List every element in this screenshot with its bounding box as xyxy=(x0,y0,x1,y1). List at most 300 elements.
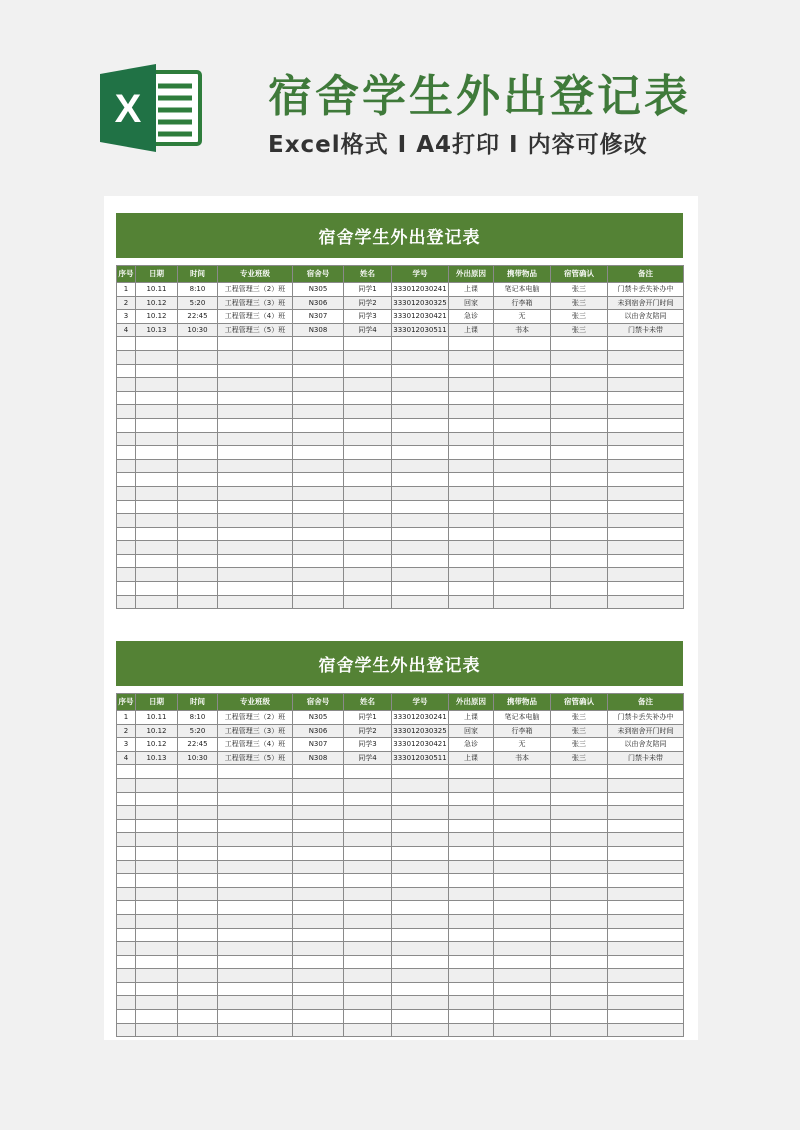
table-cell[interactable] xyxy=(449,337,494,351)
table-cell[interactable] xyxy=(136,486,178,500)
table-cell[interactable] xyxy=(392,418,449,432)
table-cell[interactable] xyxy=(392,500,449,514)
table-cell[interactable] xyxy=(178,473,218,487)
table-cell[interactable] xyxy=(293,1023,344,1037)
table-cell[interactable]: 333012030241 xyxy=(392,711,449,725)
table-cell[interactable] xyxy=(136,765,178,779)
table-cell[interactable] xyxy=(293,928,344,942)
table-cell[interactable]: 同学3 xyxy=(344,310,392,324)
table-cell[interactable]: 10.12 xyxy=(136,310,178,324)
table-cell[interactable] xyxy=(293,554,344,568)
table-cell[interactable] xyxy=(494,914,551,928)
table-cell[interactable] xyxy=(293,765,344,779)
table-cell[interactable]: 5:20 xyxy=(178,296,218,310)
table-cell[interactable]: 以由舍友陪同 xyxy=(608,310,684,324)
table-cell[interactable] xyxy=(608,418,684,432)
table-cell[interactable] xyxy=(293,364,344,378)
table-cell[interactable] xyxy=(608,792,684,806)
table-cell[interactable] xyxy=(494,459,551,473)
table-cell[interactable] xyxy=(494,996,551,1010)
table-cell[interactable] xyxy=(608,928,684,942)
table-cell[interactable] xyxy=(551,582,608,596)
table-cell[interactable] xyxy=(136,473,178,487)
table-cell[interactable] xyxy=(178,765,218,779)
table-cell[interactable]: 10.12 xyxy=(136,724,178,738)
table-cell[interactable] xyxy=(178,819,218,833)
table-cell[interactable]: 行李箱 xyxy=(494,724,551,738)
table-cell[interactable] xyxy=(218,942,293,956)
table-cell[interactable] xyxy=(117,541,136,555)
table-cell[interactable] xyxy=(608,942,684,956)
table-cell[interactable] xyxy=(178,391,218,405)
table-cell[interactable] xyxy=(218,833,293,847)
table-cell[interactable] xyxy=(551,432,608,446)
table-cell[interactable] xyxy=(494,568,551,582)
table-cell[interactable]: 书本 xyxy=(494,323,551,337)
table-cell[interactable] xyxy=(344,1023,392,1037)
table-cell[interactable] xyxy=(608,554,684,568)
table-cell[interactable] xyxy=(494,860,551,874)
table-cell[interactable] xyxy=(392,364,449,378)
table-cell[interactable] xyxy=(551,337,608,351)
table-cell[interactable]: 5:20 xyxy=(178,724,218,738)
table-cell[interactable] xyxy=(136,500,178,514)
table-cell[interactable] xyxy=(218,500,293,514)
table-cell[interactable] xyxy=(117,996,136,1010)
table-cell[interactable] xyxy=(392,914,449,928)
table-cell[interactable] xyxy=(117,554,136,568)
table-cell[interactable] xyxy=(117,1010,136,1024)
table-cell[interactable] xyxy=(218,792,293,806)
table-cell[interactable] xyxy=(293,350,344,364)
table-cell[interactable] xyxy=(218,874,293,888)
table-cell[interactable] xyxy=(117,860,136,874)
table-cell[interactable] xyxy=(449,901,494,915)
table-cell[interactable] xyxy=(551,1023,608,1037)
table-cell[interactable] xyxy=(293,982,344,996)
table-cell[interactable] xyxy=(608,955,684,969)
table-cell[interactable]: 10.13 xyxy=(136,751,178,765)
table-cell[interactable] xyxy=(551,969,608,983)
table-cell[interactable] xyxy=(344,778,392,792)
table-cell[interactable] xyxy=(392,1010,449,1024)
table-cell[interactable] xyxy=(136,819,178,833)
table-cell[interactable]: 张三 xyxy=(551,296,608,310)
table-cell[interactable] xyxy=(551,541,608,555)
table-cell[interactable] xyxy=(178,582,218,596)
table-cell[interactable] xyxy=(449,459,494,473)
table-cell[interactable] xyxy=(551,792,608,806)
table-cell[interactable] xyxy=(136,833,178,847)
table-cell[interactable] xyxy=(117,928,136,942)
table-cell[interactable]: N307 xyxy=(293,738,344,752)
table-cell[interactable]: 同学3 xyxy=(344,738,392,752)
table-cell[interactable] xyxy=(178,527,218,541)
table-cell[interactable] xyxy=(136,364,178,378)
table-cell[interactable] xyxy=(293,473,344,487)
table-cell[interactable] xyxy=(608,819,684,833)
table-cell[interactable]: 工程管理三（5）班 xyxy=(218,751,293,765)
table-cell[interactable] xyxy=(136,378,178,392)
table-cell[interactable] xyxy=(551,527,608,541)
table-cell[interactable] xyxy=(392,1023,449,1037)
table-cell[interactable] xyxy=(293,541,344,555)
table-cell[interactable] xyxy=(293,1010,344,1024)
table-cell[interactable]: 张三 xyxy=(551,323,608,337)
table-cell[interactable] xyxy=(293,446,344,460)
table-cell[interactable]: 3 xyxy=(117,738,136,752)
table-cell[interactable] xyxy=(136,806,178,820)
table-cell[interactable] xyxy=(178,914,218,928)
table-cell[interactable] xyxy=(608,833,684,847)
table-cell[interactable] xyxy=(136,846,178,860)
table-cell[interactable] xyxy=(293,486,344,500)
table-cell[interactable]: 22:45 xyxy=(178,738,218,752)
table-cell[interactable] xyxy=(293,996,344,1010)
table-cell[interactable] xyxy=(218,568,293,582)
table-cell[interactable] xyxy=(551,364,608,378)
table-cell[interactable]: 门禁卡丢失补办中 xyxy=(608,283,684,297)
table-cell[interactable] xyxy=(344,554,392,568)
table-cell[interactable] xyxy=(608,446,684,460)
table-cell[interactable]: 10:30 xyxy=(178,323,218,337)
table-cell[interactable] xyxy=(117,914,136,928)
table-cell[interactable] xyxy=(608,337,684,351)
table-cell[interactable] xyxy=(178,486,218,500)
table-cell[interactable] xyxy=(117,833,136,847)
table-cell[interactable] xyxy=(449,914,494,928)
table-cell[interactable]: 工程管理三（2）班 xyxy=(218,283,293,297)
table-cell[interactable] xyxy=(551,846,608,860)
table-cell[interactable] xyxy=(136,350,178,364)
table-cell[interactable] xyxy=(117,582,136,596)
table-cell[interactable]: 张三 xyxy=(551,310,608,324)
table-cell[interactable] xyxy=(449,982,494,996)
table-cell[interactable] xyxy=(344,391,392,405)
table-cell[interactable] xyxy=(344,486,392,500)
table-cell[interactable] xyxy=(293,914,344,928)
table-cell[interactable] xyxy=(608,350,684,364)
table-cell[interactable] xyxy=(551,500,608,514)
table-cell[interactable] xyxy=(293,595,344,609)
table-cell[interactable] xyxy=(392,955,449,969)
table-cell[interactable] xyxy=(392,432,449,446)
table-cell[interactable] xyxy=(136,778,178,792)
table-cell[interactable] xyxy=(136,527,178,541)
table-cell[interactable] xyxy=(551,418,608,432)
table-cell[interactable] xyxy=(551,955,608,969)
table-cell[interactable] xyxy=(449,446,494,460)
table-cell[interactable] xyxy=(117,432,136,446)
table-cell[interactable] xyxy=(136,874,178,888)
table-cell[interactable] xyxy=(344,446,392,460)
table-cell[interactable] xyxy=(494,418,551,432)
table-cell[interactable] xyxy=(608,541,684,555)
table-cell[interactable] xyxy=(608,914,684,928)
table-cell[interactable] xyxy=(392,554,449,568)
table-cell[interactable]: N308 xyxy=(293,323,344,337)
table-cell[interactable] xyxy=(344,792,392,806)
table-cell[interactable] xyxy=(117,568,136,582)
table-cell[interactable] xyxy=(551,901,608,915)
table-cell[interactable]: 4 xyxy=(117,323,136,337)
table-cell[interactable] xyxy=(449,806,494,820)
table-cell[interactable] xyxy=(449,364,494,378)
table-cell[interactable] xyxy=(293,527,344,541)
table-cell[interactable] xyxy=(608,514,684,528)
table-cell[interactable] xyxy=(136,459,178,473)
table-cell[interactable]: 10.11 xyxy=(136,283,178,297)
table-cell[interactable] xyxy=(178,1023,218,1037)
table-cell[interactable] xyxy=(494,432,551,446)
table-cell[interactable] xyxy=(117,500,136,514)
table-cell[interactable] xyxy=(218,806,293,820)
table-cell[interactable] xyxy=(218,541,293,555)
table-cell[interactable] xyxy=(608,364,684,378)
table-cell[interactable] xyxy=(392,459,449,473)
table-cell[interactable] xyxy=(293,942,344,956)
table-cell[interactable] xyxy=(218,1023,293,1037)
table-cell[interactable] xyxy=(392,337,449,351)
table-cell[interactable] xyxy=(608,473,684,487)
table-cell[interactable] xyxy=(392,969,449,983)
table-cell[interactable] xyxy=(608,982,684,996)
table-cell[interactable] xyxy=(344,806,392,820)
table-cell[interactable] xyxy=(344,860,392,874)
table-cell[interactable] xyxy=(551,996,608,1010)
table-cell[interactable]: 2 xyxy=(117,724,136,738)
table-cell[interactable]: 书本 xyxy=(494,751,551,765)
table-cell[interactable] xyxy=(178,955,218,969)
table-cell[interactable] xyxy=(494,928,551,942)
table-cell[interactable]: 333012030325 xyxy=(392,724,449,738)
table-cell[interactable] xyxy=(117,391,136,405)
table-cell[interactable] xyxy=(178,459,218,473)
table-cell[interactable]: 同学4 xyxy=(344,323,392,337)
table-cell[interactable] xyxy=(392,350,449,364)
table-cell[interactable] xyxy=(136,942,178,956)
table-cell[interactable] xyxy=(449,765,494,779)
table-cell[interactable] xyxy=(551,928,608,942)
table-cell[interactable] xyxy=(218,846,293,860)
table-cell[interactable] xyxy=(136,568,178,582)
table-cell[interactable]: 以由舍友陪同 xyxy=(608,738,684,752)
table-cell[interactable]: 张三 xyxy=(551,283,608,297)
table-cell[interactable] xyxy=(494,405,551,419)
table-cell[interactable]: 张三 xyxy=(551,751,608,765)
table-cell[interactable] xyxy=(551,806,608,820)
table-cell[interactable] xyxy=(344,568,392,582)
table-cell[interactable]: 张三 xyxy=(551,711,608,725)
table-cell[interactable] xyxy=(392,819,449,833)
table-cell[interactable] xyxy=(218,595,293,609)
table-cell[interactable] xyxy=(178,901,218,915)
table-cell[interactable] xyxy=(344,942,392,956)
table-cell[interactable] xyxy=(449,928,494,942)
table-cell[interactable] xyxy=(494,500,551,514)
table-cell[interactable] xyxy=(344,432,392,446)
table-cell[interactable] xyxy=(136,969,178,983)
table-cell[interactable] xyxy=(136,860,178,874)
table-cell[interactable]: 工程管理三（3）班 xyxy=(218,296,293,310)
table-cell[interactable] xyxy=(117,514,136,528)
table-cell[interactable] xyxy=(218,901,293,915)
table-cell[interactable] xyxy=(551,833,608,847)
table-cell[interactable] xyxy=(293,887,344,901)
table-cell[interactable] xyxy=(178,846,218,860)
table-cell[interactable]: 333012030421 xyxy=(392,738,449,752)
table-cell[interactable] xyxy=(608,860,684,874)
table-cell[interactable] xyxy=(449,405,494,419)
table-cell[interactable]: 8:10 xyxy=(178,283,218,297)
table-cell[interactable] xyxy=(344,819,392,833)
table-cell[interactable]: 2 xyxy=(117,296,136,310)
table-cell[interactable] xyxy=(392,887,449,901)
table-cell[interactable] xyxy=(136,914,178,928)
table-cell[interactable] xyxy=(117,378,136,392)
table-cell[interactable] xyxy=(218,982,293,996)
table-cell[interactable] xyxy=(449,969,494,983)
table-cell[interactable]: 门禁卡未带 xyxy=(608,751,684,765)
table-cell[interactable] xyxy=(392,541,449,555)
table-cell[interactable] xyxy=(392,833,449,847)
table-cell[interactable] xyxy=(392,514,449,528)
table-cell[interactable] xyxy=(178,887,218,901)
table-cell[interactable] xyxy=(449,778,494,792)
table-cell[interactable] xyxy=(608,405,684,419)
table-cell[interactable] xyxy=(392,405,449,419)
table-cell[interactable] xyxy=(392,778,449,792)
table-cell[interactable] xyxy=(178,996,218,1010)
table-cell[interactable] xyxy=(136,887,178,901)
table-cell[interactable]: 333012030511 xyxy=(392,323,449,337)
table-cell[interactable] xyxy=(117,969,136,983)
table-cell[interactable] xyxy=(551,874,608,888)
table-cell[interactable] xyxy=(218,887,293,901)
table-cell[interactable]: N308 xyxy=(293,751,344,765)
table-cell[interactable] xyxy=(136,928,178,942)
table-cell[interactable]: N306 xyxy=(293,296,344,310)
table-cell[interactable]: N306 xyxy=(293,724,344,738)
table-cell[interactable]: 无 xyxy=(494,310,551,324)
table-cell[interactable] xyxy=(293,378,344,392)
table-cell[interactable] xyxy=(136,541,178,555)
table-cell[interactable] xyxy=(494,486,551,500)
table-cell[interactable] xyxy=(608,527,684,541)
table-cell[interactable] xyxy=(392,527,449,541)
table-cell[interactable] xyxy=(344,405,392,419)
table-cell[interactable] xyxy=(449,391,494,405)
table-cell[interactable] xyxy=(608,765,684,779)
table-cell[interactable]: N307 xyxy=(293,310,344,324)
table-cell[interactable] xyxy=(392,982,449,996)
table-cell[interactable] xyxy=(178,806,218,820)
table-cell[interactable] xyxy=(494,806,551,820)
table-cell[interactable]: 笔记本电脑 xyxy=(494,283,551,297)
table-cell[interactable] xyxy=(494,364,551,378)
table-cell[interactable] xyxy=(178,792,218,806)
table-cell[interactable] xyxy=(344,1010,392,1024)
table-cell[interactable] xyxy=(494,595,551,609)
table-cell[interactable] xyxy=(392,446,449,460)
table-cell[interactable] xyxy=(136,432,178,446)
table-cell[interactable] xyxy=(293,568,344,582)
table-cell[interactable] xyxy=(608,901,684,915)
table-cell[interactable]: 工程管理三（5）班 xyxy=(218,323,293,337)
table-cell[interactable]: 行李箱 xyxy=(494,296,551,310)
table-cell[interactable] xyxy=(178,432,218,446)
table-cell[interactable] xyxy=(449,1023,494,1037)
table-cell[interactable] xyxy=(449,486,494,500)
table-cell[interactable] xyxy=(178,860,218,874)
table-cell[interactable] xyxy=(608,459,684,473)
table-cell[interactable] xyxy=(117,778,136,792)
table-cell[interactable] xyxy=(449,874,494,888)
table-cell[interactable] xyxy=(178,833,218,847)
table-cell[interactable] xyxy=(178,378,218,392)
table-cell[interactable] xyxy=(551,942,608,956)
table-cell[interactable] xyxy=(392,473,449,487)
table-cell[interactable]: 10.13 xyxy=(136,323,178,337)
table-cell[interactable]: 无 xyxy=(494,738,551,752)
table-cell[interactable]: 未到宿舍开门时间 xyxy=(608,724,684,738)
table-cell[interactable] xyxy=(608,432,684,446)
table-cell[interactable] xyxy=(344,874,392,888)
table-cell[interactable]: 同学2 xyxy=(344,296,392,310)
table-cell[interactable] xyxy=(218,446,293,460)
table-cell[interactable] xyxy=(344,527,392,541)
table-cell[interactable] xyxy=(117,486,136,500)
table-cell[interactable] xyxy=(551,391,608,405)
table-cell[interactable] xyxy=(344,514,392,528)
table-cell[interactable] xyxy=(178,595,218,609)
table-cell[interactable]: 8:10 xyxy=(178,711,218,725)
table-cell[interactable] xyxy=(218,778,293,792)
table-cell[interactable] xyxy=(293,778,344,792)
table-cell[interactable]: 3 xyxy=(117,310,136,324)
table-cell[interactable] xyxy=(178,418,218,432)
table-cell[interactable] xyxy=(293,432,344,446)
table-cell[interactable] xyxy=(494,350,551,364)
table-cell[interactable] xyxy=(494,527,551,541)
table-cell[interactable] xyxy=(551,554,608,568)
table-cell[interactable]: 工程管理三（4）班 xyxy=(218,738,293,752)
table-cell[interactable] xyxy=(494,942,551,956)
table-cell[interactable] xyxy=(494,514,551,528)
table-cell[interactable]: 10.11 xyxy=(136,711,178,725)
table-cell[interactable] xyxy=(136,418,178,432)
table-cell[interactable] xyxy=(136,391,178,405)
table-cell[interactable]: N305 xyxy=(293,283,344,297)
table-cell[interactable] xyxy=(449,514,494,528)
table-cell[interactable] xyxy=(117,901,136,915)
table-cell[interactable] xyxy=(136,554,178,568)
table-cell[interactable] xyxy=(178,514,218,528)
table-cell[interactable] xyxy=(117,819,136,833)
table-cell[interactable] xyxy=(293,391,344,405)
table-cell[interactable] xyxy=(344,473,392,487)
table-cell[interactable] xyxy=(218,1010,293,1024)
table-cell[interactable] xyxy=(178,541,218,555)
table-cell[interactable] xyxy=(136,982,178,996)
table-cell[interactable] xyxy=(344,833,392,847)
table-cell[interactable]: 333012030511 xyxy=(392,751,449,765)
table-cell[interactable] xyxy=(449,942,494,956)
table-cell[interactable] xyxy=(344,595,392,609)
table-cell[interactable] xyxy=(551,486,608,500)
table-cell[interactable] xyxy=(218,765,293,779)
table-cell[interactable] xyxy=(392,582,449,596)
